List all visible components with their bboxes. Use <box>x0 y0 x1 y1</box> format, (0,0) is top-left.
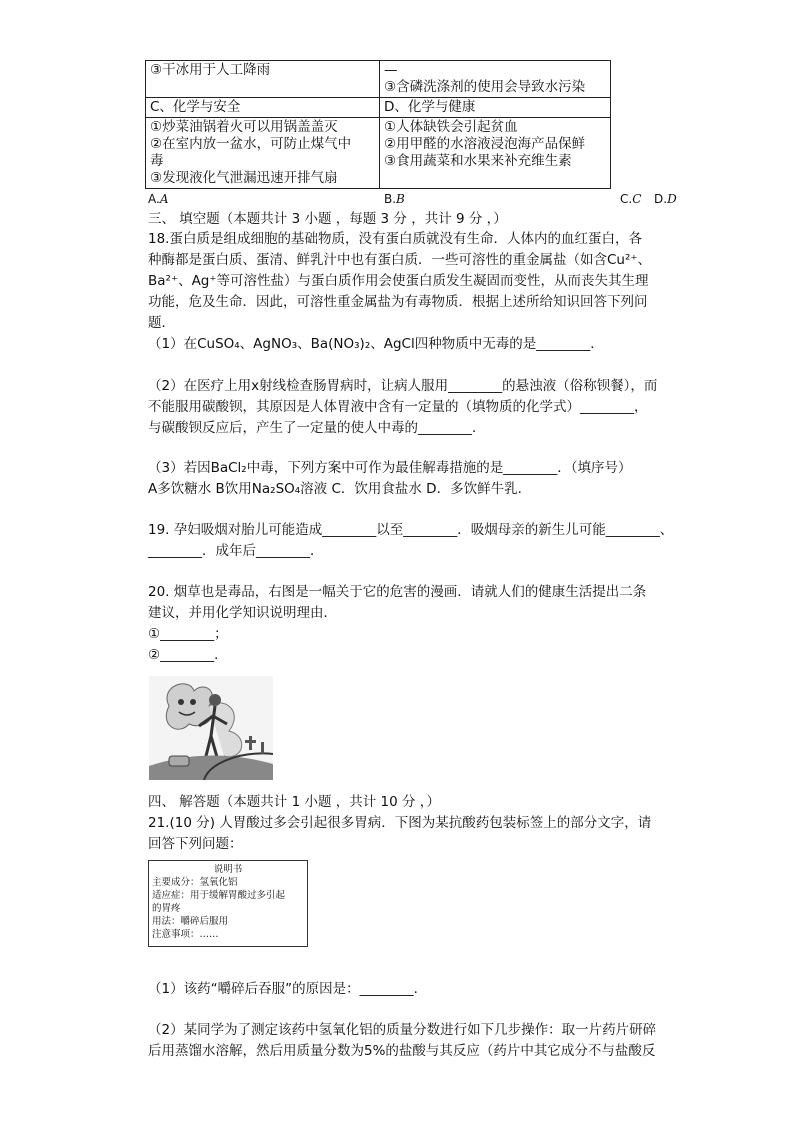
table-cell <box>146 98 380 118</box>
q18-text: Ba²⁺、Ag⁺等可溶性盐）与蛋白质作用会使蛋白质发生凝固而变性，从而丧失其生理 <box>148 273 649 289</box>
q18-text: 18.蛋白质是组成细胞的基础物质，没有蛋白质就没有生命．人体内的血红蛋白，各 <box>148 231 642 247</box>
q20-text: 建议，并用化学知识说明理由． <box>148 605 337 621</box>
label-line: 主要成分：氢氧化铝 <box>152 877 238 888</box>
cell-text: D、化学与健康 <box>384 99 476 115</box>
q21-part2: 后用蒸馏水溶解，然后用质量分数为5%的盐酸与其反应（药片中其它成分不与盐酸反 <box>148 1043 656 1059</box>
medicine-label <box>148 860 308 947</box>
option-c[interactable]: C.C <box>620 192 642 206</box>
cell-text: C、化学与安全 <box>150 99 241 115</box>
cell-text: ③发现液化气泄漏迅速开排气扇 <box>150 170 338 186</box>
q18-text: 种酶都是蛋白质、蛋清、鲜乳汁中也有蛋白质．一些可溶性的重金属盐（如含Cu²⁺、 <box>148 252 652 268</box>
cell-text: ①炒菜油锅着火可以用锅盖盖灭 <box>150 119 338 135</box>
label-title: 说明书 <box>213 864 243 875</box>
q21-text: 回答下列问题： <box>148 836 243 852</box>
q19-text: 19. 孕妇吸烟对胎儿可能造成________以至________．吸烟母亲的新生儿可能________、 <box>148 522 674 538</box>
q18-text: 题． <box>148 315 175 331</box>
section-heading: 四、 解答题（本题共计 1 小题 ，共计 10 分 ，） <box>148 794 441 810</box>
label-line: 注意事项：…… <box>152 929 219 940</box>
cell-text: ③干冰用于人工降雨 <box>150 62 271 78</box>
table-cell <box>146 118 380 189</box>
smoking-cartoon-image <box>149 676 273 780</box>
table-cell <box>380 118 611 189</box>
table-cell <box>146 61 380 98</box>
cell-text: 毒 <box>150 153 164 169</box>
cell-text: ③食用蔬菜和水果来补充维生素 <box>384 153 572 169</box>
cell-text: ②用甲醛的水溶液浸泡海产品保鲜 <box>384 136 586 152</box>
q20-text: 20. 烟草也是毒品，右图是一幅关于它的危害的漫画．请就人们的健康生活提出二条 <box>148 584 647 600</box>
cell-text: — <box>384 62 398 78</box>
table-cell <box>380 98 611 118</box>
q18-part1: （1）在CuSO₄、AgNO₃、Ba(NO₃)₂、AgCl四种物质中无毒的是________． <box>148 336 604 352</box>
q21-text: 21.(10 分) 人胃酸过多会引起很多胃病．下图为某抗酸药包装标签上的部分文字，请 <box>148 815 652 831</box>
q18-part2: 与碳酸钡反应后，产生了一定量的使人中毒的________． <box>148 420 486 436</box>
q18-part2: 不能服用碳酸钡，其原因是人体胃液中含有一定量的（填物质的化学式）________， <box>148 399 648 415</box>
q19-text: ________．成年后________． <box>148 543 324 559</box>
label-line: 适应症：用于缓解胃酸过多引起 <box>152 890 286 901</box>
options-table <box>145 60 611 189</box>
table-cell <box>380 61 611 98</box>
q20-blank: ①________； <box>148 626 228 642</box>
option-a[interactable]: A.A <box>148 192 169 206</box>
q18-part3: （3）若因BaCl₂中毒，下列方案中可作为最佳解毒措施的是________．（填序号） <box>148 460 632 476</box>
q21-part2: （2）某同学为了测定该药中氢氧化铝的质量分数进行如下几步操作：取一片药片研碎 <box>148 1022 657 1038</box>
q21-part1: （1）该药“嚼碎后吞服”的原因是：________． <box>148 981 428 997</box>
q20-blank: ②________． <box>148 647 228 663</box>
cell-text: ③含磷洗涤剂的使用会导致水污染 <box>384 79 586 95</box>
q18-part2: （2）在医疗上用x射线检查肠胃病时，让病人服用________的悬浊液（俗称钡餐），而 <box>148 378 658 394</box>
label-line: 的胃疼 <box>152 903 181 914</box>
label-line: 用法：嚼碎后服用 <box>152 916 229 927</box>
cell-text: ①人体缺铁会引起贫血 <box>384 119 518 135</box>
section-heading: 三、 填空题（本题共计 3 小题 ，每题 3 分 ，共计 9 分 ，） <box>148 211 507 227</box>
q18-text: 功能，危及生命．因此，可溶性重金属盐为有毒物质．根据上述所给知识回答下列问 <box>148 294 648 310</box>
q18-part3: A多饮糖水 B饮用Na₂SO₄溶液 C．饮用食盐水 D．多饮鲜牛乳． <box>148 481 532 497</box>
option-b[interactable]: B.B <box>384 192 405 206</box>
cell-text: ②在室内放一盆水，可防止煤气中 <box>150 136 352 152</box>
option-d[interactable]: D.D <box>654 192 677 206</box>
